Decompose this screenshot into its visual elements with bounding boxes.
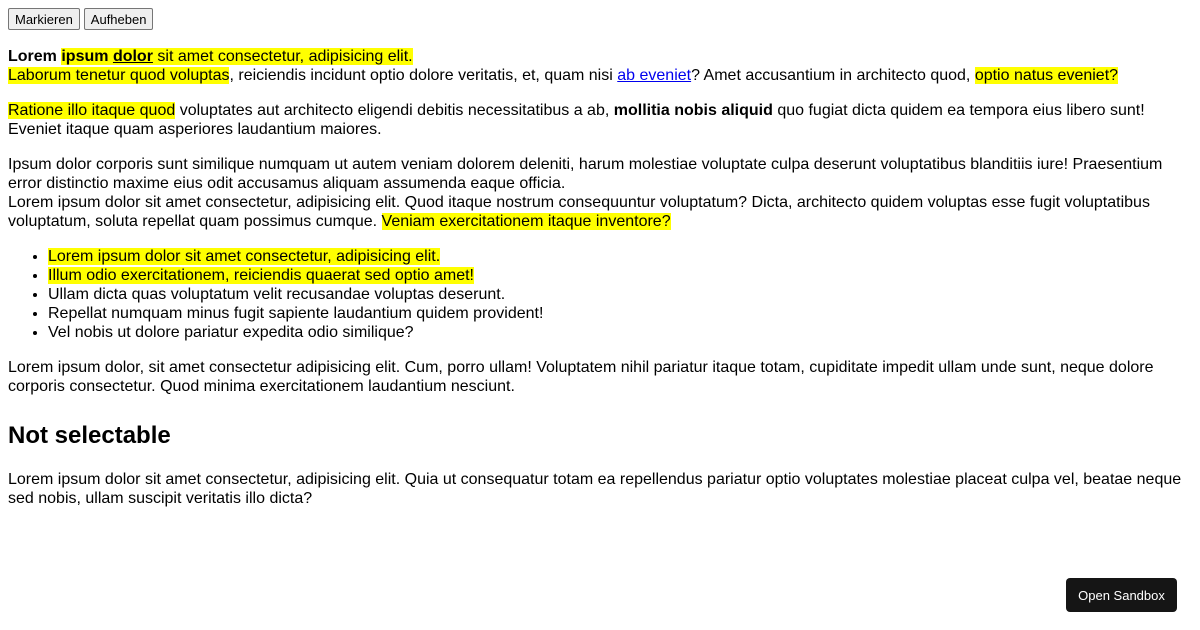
text-span: Ipsum dolor corporis sunt similique numquam ut autem veniam dolorem deleniti, harum molestiae voluptate culpa deserunt voluptatibus blanditiis iure! Praesentium error distinctio maxime eius odit accusamus aliquam assumenda eaque officia. (8, 156, 1163, 192)
text-span: ? Amet accusantium in architecto quod, (691, 67, 971, 84)
text-span: , reiciendis incidunt optio dolore veritatis, et, quam nisi (229, 67, 613, 84)
text-span: Lorem ipsum dolor sit amet consectetur, adipisicing elit. Quod itaque nostrum consequuntur voluptatum? Dicta, architecto quidem voluptas esse fugit voluptatibus voluptatum, soluta repellat quam possimus cumque. (8, 194, 1150, 230)
list-item (48, 285, 1192, 304)
highlight: ipsum (61, 48, 109, 65)
highlight: Laborum tenetur quod voluptas (8, 67, 230, 84)
paragraph-3 (8, 155, 1192, 231)
paragraph-5: Lorem ipsum dolor sit amet consectetur, adipisicing elit. Quia ut consequatur totam ea repellendus pariatur optio voluptates molestiae placeat culpa vel, beatae neque sed nobis, ullam suscipit veritatis illo dicta? (8, 471, 1182, 507)
list-item-text: Illum odio exercitationem, reiciendis quaerat sed optio amet! (48, 267, 474, 284)
paragraph-2 (8, 101, 1192, 139)
list-item (48, 304, 1192, 323)
highlight: sit amet consectetur, adipisicing elit. (157, 48, 413, 65)
mark-button[interactable]: Markieren (8, 8, 80, 30)
text-span: voluptates aut architecto eligendi debitis necessitatibus a ab, (179, 102, 610, 119)
link-ab-eveniet[interactable]: ab eveniet (617, 67, 692, 84)
bullet-list (8, 247, 1192, 342)
list-item (48, 323, 1192, 342)
text-lorem: Lorem (8, 48, 57, 65)
highlight-underlined: dolor (112, 48, 153, 65)
paragraph-1 (8, 47, 1192, 85)
list-item-text: Vel nobis ut dolore pariatur expedita odio similique? (48, 324, 414, 341)
highlight: optio natus eveniet? (974, 67, 1119, 84)
unmark-button[interactable]: Aufheben (84, 8, 154, 30)
list-item-text: Ullam dicta quas voluptatum velit recusandae voluptas deserunt. (48, 286, 506, 303)
toolbar (8, 8, 1192, 30)
bold-text: mollitia nobis aliquid (613, 102, 773, 119)
section-heading: Not selectable (8, 422, 171, 449)
highlight: Ratione illo itaque quod (8, 102, 176, 119)
list-item (48, 266, 1192, 285)
list-item (48, 247, 1192, 266)
list-item-text: Lorem ipsum dolor sit amet consectetur, adipisicing elit. (48, 248, 441, 265)
text-span: quo fugiat dicta quidem ea tempora eius libero sunt! Eveniet itaque quam asperiores laudantium maiores. (8, 102, 1145, 138)
open-sandbox-button[interactable]: Open Sandbox (1066, 578, 1177, 612)
list-item-text: Repellat numquam minus fugit sapiente laudantium quidem provident! (48, 305, 544, 322)
highlight: Veniam exercitationem itaque inventore? (381, 213, 671, 230)
paragraph-4: Lorem ipsum dolor, sit amet consectetur adipisicing elit. Cum, porro ullam! Voluptatem nihil pariatur itaque totam, cupiditate impedit ullam unde sunt, neque dolore corporis consectetur. Quod minima exercitationem laudantium nesciunt. (8, 359, 1154, 395)
